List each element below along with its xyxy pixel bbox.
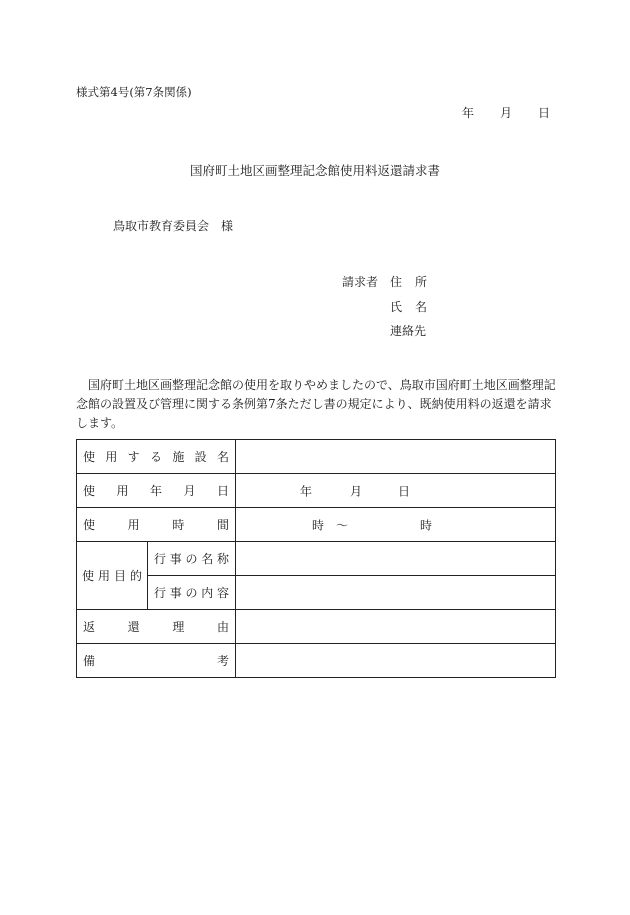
refund-reason-field[interactable]: [236, 610, 556, 644]
label-char: 考: [216, 654, 229, 668]
event-content-field[interactable]: [236, 576, 556, 610]
label-char: の: [185, 552, 198, 566]
label-char: 間: [216, 518, 229, 532]
label-char: 内: [201, 586, 214, 600]
table-row: [77, 474, 556, 508]
requester-contact-label: 連絡先: [390, 324, 427, 338]
label-char: 年: [149, 484, 162, 498]
refund-reason-label: [77, 610, 236, 644]
address-char-2: 所: [415, 275, 428, 289]
requester-address-label: [390, 273, 427, 290]
usage-time-label: [77, 508, 236, 542]
label-char: 使: [83, 518, 96, 532]
label-char: 事: [169, 552, 182, 566]
label-char: 施: [172, 450, 185, 464]
label-char: 用: [97, 569, 110, 583]
label-char: 理: [172, 620, 185, 634]
usage-date-day: 日: [398, 484, 411, 498]
form-number: 様式第4号(第7条関係): [76, 85, 192, 99]
usage-time-field[interactable]: [236, 508, 556, 542]
address-char-1: 住: [390, 275, 403, 289]
date-header: [462, 104, 550, 121]
usage-date-field[interactable]: [236, 474, 556, 508]
usage-date-year: 年: [300, 484, 313, 498]
event-name-field[interactable]: [236, 542, 556, 576]
label-char: 目: [113, 569, 126, 583]
label-char: 使: [82, 569, 95, 583]
date-year: 年: [462, 106, 475, 120]
table-row: [77, 644, 556, 678]
event-name-label: [148, 542, 236, 576]
name-char-1: 氏: [390, 300, 403, 314]
requester-label: 請求者: [342, 275, 379, 289]
label-char: 的: [129, 569, 142, 583]
date-day: 日: [538, 106, 551, 120]
table-row: [77, 508, 556, 542]
label-char: 還: [127, 620, 140, 634]
requester-name-label: [390, 298, 427, 315]
label-char: 行: [154, 552, 167, 566]
date-month: 月: [500, 106, 513, 120]
usage-time-tilde: ～: [336, 518, 349, 532]
table-row: [77, 542, 556, 576]
remarks-label: [77, 644, 236, 678]
usage-time-from: 時: [312, 518, 325, 532]
facility-name-field[interactable]: [236, 440, 556, 474]
label-char: 名: [201, 552, 214, 566]
label-char: 行: [154, 586, 167, 600]
label-char: 使: [83, 484, 96, 498]
label-char: 設: [194, 450, 207, 464]
usage-date-label: [77, 474, 236, 508]
label-char: 返: [83, 620, 96, 634]
request-form-table: [76, 439, 556, 678]
usage-date-month: 月: [350, 484, 363, 498]
label-char: 称: [216, 552, 229, 566]
event-content-label: [148, 576, 236, 610]
purpose-label: [77, 542, 148, 610]
label-char: 用: [127, 518, 140, 532]
label-char: 月: [183, 484, 196, 498]
addressee: 鳥取市教育委員会 様: [113, 219, 234, 233]
label-char: 容: [216, 586, 229, 600]
facility-name-label: [77, 440, 236, 474]
page-title: 国府町土地区画整理記念館使用料返還請求書: [189, 163, 440, 178]
label-char: 由: [216, 620, 229, 634]
remarks-field[interactable]: [236, 644, 556, 678]
usage-time-to: 時: [420, 518, 433, 532]
label-char: 名: [216, 450, 229, 464]
label-char: の: [185, 586, 198, 600]
label-char: 時: [172, 518, 185, 532]
label-char: る: [149, 450, 162, 464]
label-char: す: [127, 450, 140, 464]
label-char: 日: [216, 484, 229, 498]
table-row: [77, 610, 556, 644]
table-row: [77, 576, 556, 610]
label-char: 使: [83, 450, 96, 464]
name-char-2: 名: [415, 300, 428, 314]
label-char: 備: [83, 654, 96, 668]
label-char: 用: [116, 484, 129, 498]
request-statement: 国府町土地区画整理記念館の使用を取りやめましたので、鳥取市国府町土地区画整理記念館の設置及び管理に関する条例第7条ただし書の規定により、既納使用料の返還を請求します。: [76, 378, 556, 430]
table-row: [77, 440, 556, 474]
label-char: 用: [105, 450, 118, 464]
label-char: 事: [169, 586, 182, 600]
